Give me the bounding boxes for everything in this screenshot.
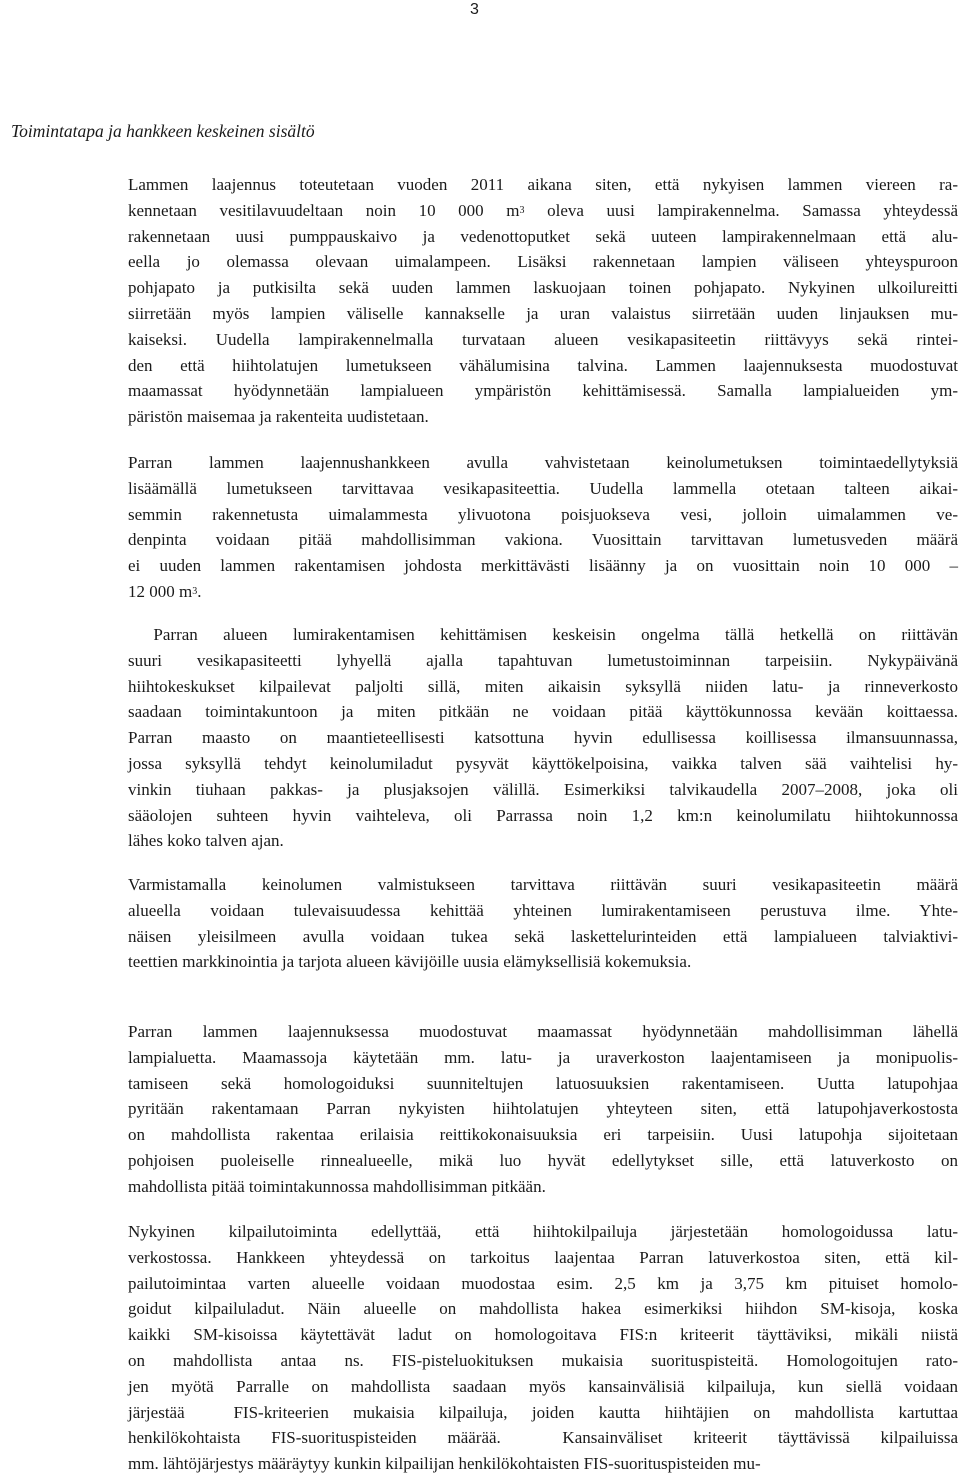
text-line: Parran alueen lumirakentamisen kehittämisen keskeisin ongelma tällä hetkellä on riittävän bbox=[128, 625, 958, 644]
page-number: 3 bbox=[470, 1, 479, 18]
text-segment: kennetaan vesitilavuudeltaan noin 10 000 m bbox=[128, 200, 520, 220]
text-line: Parran maasto on maantieteellisesti katsottuna hyvin edullisessa koillisessa ilmansuunnassa, bbox=[128, 728, 958, 748]
text-line: kaiseksi. Uudella lampirakennelmalla turvataan alueen vesikapasiteetin riittävyys sekä rintei- bbox=[128, 329, 958, 349]
text-line: saadaan toimintakuntoon ja miten pitkään ne voidaan pitää käyttökunnossa kevään koittaessa. bbox=[128, 702, 958, 722]
text-line: sääolojen suhteen hyvin vaihteleva, oli Parrassa noin 1,2 km:n keinolumilatu hiihtokunnossa bbox=[128, 805, 958, 825]
text-line: pailutoimintaa varten alueelle voidaan muodostaa esim. 2,5 km ja 3,75 km pituiset homolo- bbox=[128, 1273, 958, 1293]
text-line: mahdollista pitää toimintakunnossa mahdollisimman pitkään. bbox=[128, 1176, 546, 1196]
text-line: mm. lähtöjärjestys määräytyy kunkin kilpailijan henkilökohtaisten FIS-suorituspisteiden mu- bbox=[128, 1454, 761, 1474]
text-line: pohjapato ja putkisilta sekä uuden lammen laskuojaan toinen pohjapato. Nykyinen ulkoilureitti bbox=[128, 278, 958, 298]
text-line: Parran lammen laajennuksessa muodostuvat maamassat hyödynnetään mahdollisimman lähellä bbox=[128, 1022, 958, 1041]
text-line: pyritään rakentamaan Parran nykyisten hiihtolatujen yhteyteen siten, että latupohjaverkostosta bbox=[128, 1099, 958, 1119]
text-line: henkilökohtaista FIS-suorituspisteiden määrää. Kansainväliset kriteerit täyttävissä kilpailuissa bbox=[128, 1428, 958, 1448]
paragraph bbox=[128, 172, 958, 430]
text-line bbox=[128, 579, 958, 605]
text-line: Lammen laajennus toteutetaan vuoden 2011 aikana siten, että nykyisen lammen viereen ra- bbox=[128, 175, 958, 194]
text-line: lähes koko talven ajan. bbox=[128, 831, 284, 851]
text-line: siirretään myös lampien väliselle kannakselle ja uran valaistus siirretään uuden linjauksen mu- bbox=[128, 303, 958, 323]
text-segment: 12 000 m bbox=[128, 581, 193, 601]
text-line: kaikki SM-kisoissa käytettävät ladut on homologoitava FIS:n kriteerit täyttäviksi, mikäli niistä bbox=[128, 1325, 958, 1345]
paragraph bbox=[128, 1019, 958, 1200]
superscript: 3 bbox=[519, 204, 525, 216]
paragraph bbox=[128, 1219, 958, 1477]
text-line: vinkin tiuhaan pakkas- ja plusjaksojen välillä. Esimerkiksi talvikaudella 2007–2008, joka oli bbox=[128, 779, 958, 799]
text-line: denpinta voidaan pitää mahdollisimman vakiona. Vuosittain tarvittavan lumetusveden määrä bbox=[128, 530, 958, 550]
text-line: teettien markkinointia ja tarjota alueen kävijöille uusia elämyksellisiä kokemuksia. bbox=[128, 952, 692, 972]
paragraph bbox=[128, 622, 958, 854]
text-segment: oleva uusi lampirakennelma. Samassa yhteydessä bbox=[524, 200, 958, 220]
text-line: semmin rakennetusta uimalammesta ylivuotona poisjuokseva vesi, jolloin uimalammen ve- bbox=[128, 504, 958, 524]
text-line: lampialuetta. Maamassoja käytetään mm. latu- ja uraverkoston laajentamiseen ja monipuolis- bbox=[128, 1047, 958, 1067]
text-line: jossa syksyllä tehdyt keinolumiladut pysyvät käyttökelpoisina, vaikka talven sää vaihtelisi hy- bbox=[128, 753, 958, 773]
text-line: verkostossa. Hankkeen yhteydessä on tarkoitus laajentaa Parran latuverkostoa siten, että kil- bbox=[128, 1247, 958, 1267]
text-line: näisen yleisilmeen avulla voidaan tukea sekä laskettelurinteiden että lampialueen talviaktivi- bbox=[128, 926, 958, 946]
text-line: jen myötä Parralle on mahdollista saadaan myös kansainvälisiä kilpailuja, kun siellä voidaan bbox=[128, 1376, 958, 1396]
text-line: den että hiihtolatujen lumetukseen vähälumisina talvina. Lammen laajennuksesta muodostuvat bbox=[128, 355, 958, 375]
text-line: päristön maisemaa ja rakenteita uudistetaan. bbox=[128, 407, 429, 427]
text-line: tamiseen sekä homologoiduksi suunniteltujen latuosuuksien rakentamiseen. Uutta latupohjaa bbox=[128, 1073, 958, 1093]
text-line: on mahdollista antaa ns. FIS-pisteluokituksen mukaisia suorituspisteitä. Homologoitujen rato- bbox=[128, 1350, 958, 1370]
text-line: ei uuden lammen rakentamisen johdosta merkittävästi lisäänny ja on vuosittain noin 10 000 – bbox=[128, 556, 958, 576]
text-line: lisäämällä lumetukseen tarvittavaa vesikapasiteettia. Uudella lammella otetaan talteen aikai- bbox=[128, 478, 958, 498]
text-line: Parran lammen laajennushankkeen avulla vahvistetaan keinolumetuksen toimintaedellytyksiä bbox=[128, 453, 958, 472]
paragraph bbox=[128, 450, 958, 605]
text-segment: . bbox=[197, 581, 202, 601]
text-line: hiihtokeskukset kilpailevat paljolti sillä, miten aikaisin syksyllä niiden latu- ja rinneverkosto bbox=[128, 676, 958, 696]
text-line: Nykyinen kilpailutoiminta edellyttää, että hiihtokilpailuja järjestetään homologoidussa latu- bbox=[128, 1222, 958, 1241]
text-line: maamassat hyödynnetään lampialueen ympäristön kehittämisessä. Samalla lampialueiden ym- bbox=[128, 381, 958, 401]
text-line: on mahdollista rakentaa erilaisia reittikokonaisuuksia eri tarpeisiin. Uusi latupohja sijoitetaan bbox=[128, 1125, 958, 1145]
text-line bbox=[128, 198, 958, 224]
superscript: 3 bbox=[192, 585, 198, 597]
text-line: goidut kilpailuladut. Näin alueelle on mahdollista hakea esimerkiksi hiihdon SM-kisoja, koska bbox=[128, 1299, 958, 1319]
section-heading: Toimintatapa ja hankkeen keskeinen sisältö bbox=[11, 121, 315, 141]
text-line: eella jo olemassa olevaan uimalampeen. Lisäksi rakennetaan lampien väliseen yhteyspuroon bbox=[128, 252, 958, 272]
text-line: järjestää FIS-kriteerien mukaisia kilpailuja, joiden kautta hiihtäjien on mahdollista kartuttaa bbox=[128, 1402, 958, 1422]
text-line: alueella voidaan tulevaisuudessa kehittää yhteinen lumirakentamiseen perustuva ilme. Yhte- bbox=[128, 900, 958, 920]
text-line: suuri vesikapasiteetti lyhyellä ajalla tapahtuvan lumetustoiminnan tarpeisiin. Nykypäivänä bbox=[128, 650, 958, 670]
text-line: pohjoisen puoleiselle rinnealueelle, mikä luo hyvät edellytykset sille, että latuverkosto on bbox=[128, 1150, 958, 1170]
paragraph bbox=[128, 872, 958, 975]
text-line: rakennetaan uusi pumppauskaivo ja vedenottoputket sekä uuteen lampirakennelmaan että alu- bbox=[128, 226, 958, 246]
text-line: Varmistamalla keinolumen valmistukseen tarvittava riittävän suuri vesikapasiteetin määrä bbox=[128, 875, 958, 894]
